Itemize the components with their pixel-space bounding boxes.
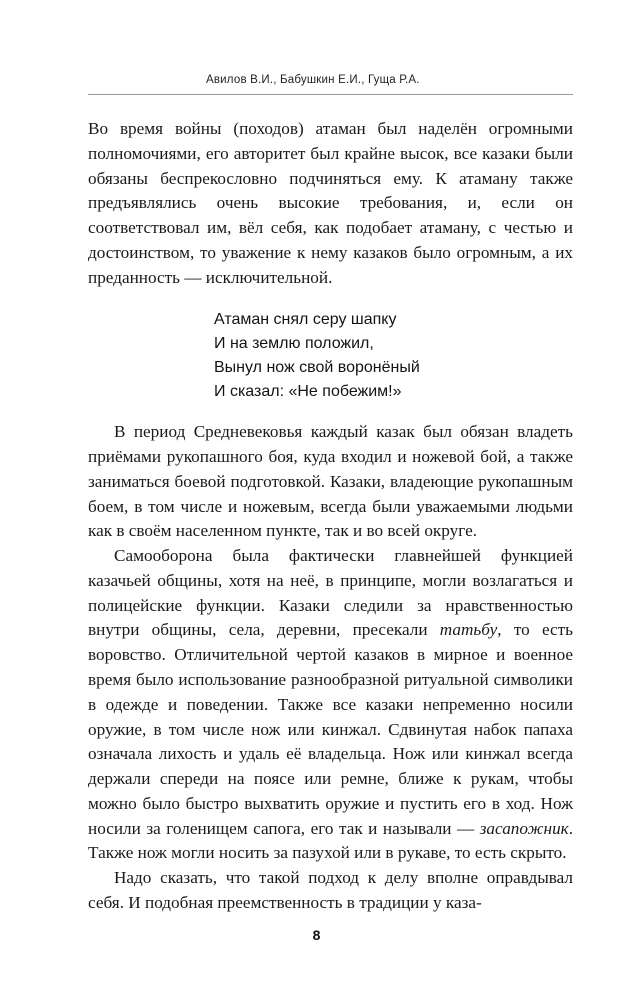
paragraph-3-segment-3: . Также нож могли носить за пазухой или в рукаве, то есть скрыто.	[88, 818, 573, 863]
paragraph-3	[88, 544, 573, 866]
emphasis-zasapozhnik: засапожник	[479, 818, 569, 838]
verse-line: И на землю положил,	[214, 335, 374, 353]
header-rule	[88, 94, 573, 95]
page-number: 8	[312, 927, 321, 943]
page-content	[88, 74, 573, 916]
emphasis-tatba: татьбу	[439, 620, 498, 640]
paragraph-3-segment-2: , то есть воровство. Отличительной чертой казаков в мирное и военное время было использование разнообразной ритуальной символики в одежде и поведении. Также все казаки непременно носили оружие, в том числе нож или кинжал. Сдвинутая набок папаха означала лихость и удаль её владельца. Нож или кинжал всегда держали спереди на поясе или ремне, ближе к рукам, чтобы можно было быстро выхватить оружие и пустить его в ход. Нож носили за голенищем сапога, его так и называли —	[88, 620, 573, 838]
paragraph-4: Надо сказать, что такой подход к делу вполне оправдывал себя. И подобная преемственность в традиции у каза-	[88, 868, 573, 912]
paragraph-1: Во время войны (походов) атаман был наделён огромными полномочиями, его авторитет был крайне высок, все казаки были обязаны беспрекословно подчиняться ему. К атаману также предъявлялись очень высокие требования, и, если он соответствовал им, вёл себя, как подобает атаману, с честью и достоинством, то уважение к нему казаков было огромным, а их преданность — исключительной.	[88, 119, 573, 287]
paragraph-2: В период Средневековья каждый казак был обязан владеть приёмами рукопашного боя, куда входил и ножевой бой, а также заниматься боевой подготовкой. Казаки, владеющие рукопашным боем, в том числе и ножевым, всегда были уважаемыми людьми как в своём населенном пункте, так и во всей округе.	[88, 422, 573, 541]
verse-line: Вынул нож свой воронёный	[214, 359, 420, 377]
verse-block	[88, 308, 573, 404]
running-head: Авилов В.И., Бабушкин Е.И., Гуща Р.А.	[206, 74, 420, 86]
verse-line: Атаман снял серу шапку	[214, 311, 397, 329]
body-text	[88, 117, 573, 916]
paragraph-3-segment-1: Самооборона была фактически главнейшей функцией казачьей общины, хотя на неё, в принципе, могли возлагаться и полицейские функции. Казаки следили за нравственностью внутри общины, села, деревни, пресекали	[88, 546, 573, 640]
verse-line: И сказал: «Не побежим!»	[214, 383, 402, 401]
